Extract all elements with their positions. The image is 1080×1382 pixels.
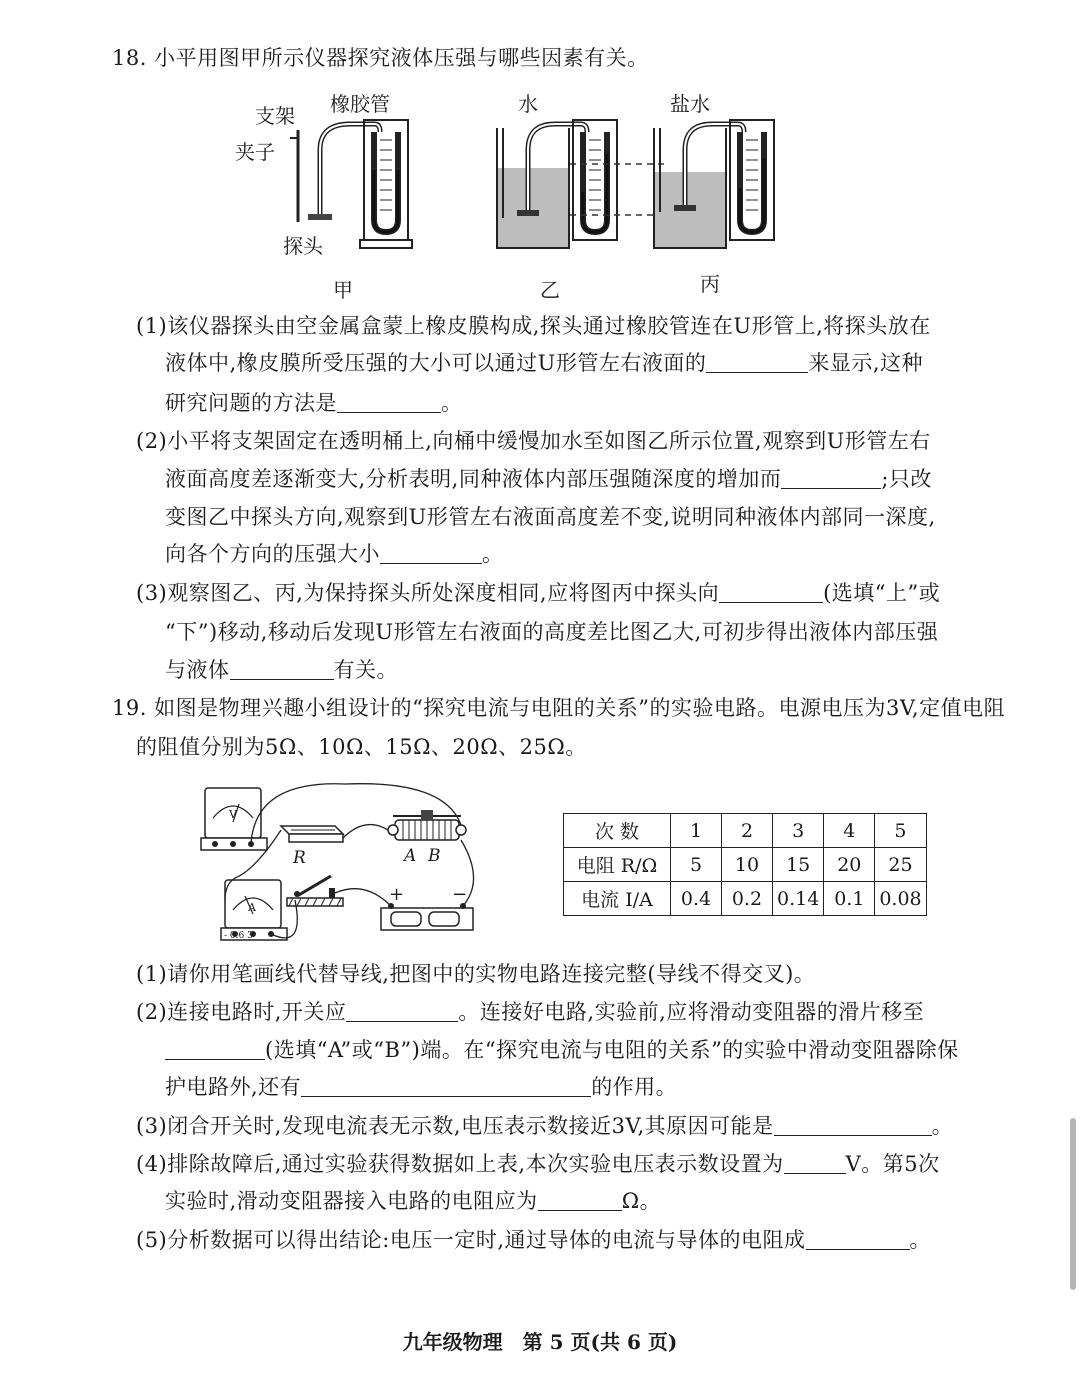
table-cell: 0.4 xyxy=(671,882,722,916)
table-header-cell: 1 xyxy=(671,814,722,848)
q18-p1-line3 xyxy=(165,389,463,417)
table-cell: 电阻 R/Ω xyxy=(564,848,671,882)
q18-p3-text-c1: 与液体 xyxy=(165,658,230,682)
label-probe: 探头 xyxy=(283,234,323,258)
q18-p2-text-b2: ;只改 xyxy=(881,467,932,491)
answer-blank-9[interactable] xyxy=(301,1076,591,1097)
answer-blank-6[interactable] xyxy=(230,659,334,680)
q18-p3-line2 xyxy=(165,618,938,646)
table-cell: 0.2 xyxy=(722,882,773,916)
label-ammeter: A xyxy=(248,901,256,914)
table-cell: 5 xyxy=(671,848,722,882)
q18-p3-line3 xyxy=(165,656,398,684)
label-plus: + xyxy=(389,884,405,905)
q18-p3-text-c2: 有关。 xyxy=(333,658,398,682)
q18-p2-line2 xyxy=(165,465,932,493)
table-header-cell: 次 数 xyxy=(564,814,671,848)
table-cell: 0.08 xyxy=(875,882,926,916)
q18-p3-text-b: “下”)移动,移动后发现U形管左右液面的高度差比图乙大,可初步得出液体内部压强 xyxy=(165,620,939,644)
label-ammeter-terminals: - 0.6 3 xyxy=(224,931,253,941)
q19-p2-text-c2: 的作用。 xyxy=(591,1075,678,1099)
table-cell: 0.14 xyxy=(773,882,824,916)
label-stand: 支架 xyxy=(255,104,295,128)
q19-p2-line1 xyxy=(136,998,924,1026)
q18-p1-line2 xyxy=(165,349,923,377)
label-tube: 橡胶管 xyxy=(330,92,390,116)
page-footer: 九年级物理 第 5 页(共 6 页) xyxy=(402,1330,678,1354)
q18-p3-text-a2: (选填“上”或 xyxy=(823,581,941,605)
q18-p2-line3 xyxy=(165,503,936,531)
q18-p2-line4 xyxy=(165,540,504,568)
q19-p3-end: 。 xyxy=(931,1114,954,1138)
q19-p4-text-a1: (4)排除故障后,通过实验获得数据如上表,本次实验电压表示数设置为 xyxy=(136,1152,784,1176)
q19-p2-text-a1: (2)连接电路时,开关应 xyxy=(136,1000,347,1024)
q18-p2-text-c: 变图乙中探头方向,观察到U形管左右液面高度差不变,说明同种液体内部同一深度, xyxy=(165,505,936,529)
table-header-cell: 5 xyxy=(875,814,926,848)
circuit-diagram xyxy=(195,780,495,950)
data-table xyxy=(563,813,927,916)
answer-blank-3[interactable] xyxy=(781,468,881,489)
q18-p2-line1 xyxy=(136,427,931,455)
q19-p4-line2 xyxy=(165,1187,661,1215)
battery-icon xyxy=(381,903,473,930)
q19-p5-text: (5)分析数据可以得出结论:电压一定时,通过导体的电流与导体的电阻成 xyxy=(136,1228,806,1252)
q19-p5-line xyxy=(136,1226,931,1254)
q18-p1-text-c2: 。 xyxy=(441,391,463,415)
label-end-b: B xyxy=(428,846,441,866)
q19-p2-line2 xyxy=(165,1036,959,1064)
q19-p3-text: (3)闭合开关时,发现电流表无示数,电压表示数接近3V,其原因可能是 xyxy=(136,1114,774,1138)
q19-stem-b: 的阻值分别为5Ω、10Ω、15Ω、20Ω、25Ω。 xyxy=(136,735,587,759)
resistor-icon xyxy=(281,826,343,842)
q18-p1-text: (1)该仪器探头由空金属盒蒙上橡皮膜构成,探头通过橡胶管连在U形管上,将探头放在 xyxy=(136,314,931,338)
rheostat-icon xyxy=(388,810,466,840)
table-cell: 25 xyxy=(875,848,926,882)
table-cell: 15 xyxy=(773,848,824,882)
label-end-a: A xyxy=(404,846,417,866)
q19-p4-text-b2: Ω。 xyxy=(621,1189,662,1213)
answer-blank-11[interactable] xyxy=(784,1153,846,1174)
q18-p2-text-d2: 。 xyxy=(482,542,504,566)
q18-p2-text-d1: 向各个方向的压强大小 xyxy=(165,542,380,566)
q19-p1-line xyxy=(136,960,815,988)
label-voltmeter: V xyxy=(229,808,237,821)
q19-stem-line1 xyxy=(112,694,1005,722)
q19-stem-line2 xyxy=(136,733,587,761)
table-row xyxy=(564,848,927,882)
q19-p2-line3 xyxy=(165,1073,677,1101)
scrollbar[interactable] xyxy=(1070,1118,1076,1290)
q18-p2-text-a: (2)小平将支架固定在透明桶上,向桶中缓慢加水至如图乙所示位置,观察到U形管左右 xyxy=(136,429,931,453)
q19-p5-end: 。 xyxy=(909,1228,931,1252)
answer-blank-12[interactable] xyxy=(538,1190,622,1211)
q19-stem-a: 19. 如图是物理兴趣小组设计的“探究电流与电阻的关系”的实验电路。电源电压为3V,定值电阻 xyxy=(112,696,1006,720)
q18-stem: 18. 小平用图甲所示仪器探究液体压强与哪些因素有关。 xyxy=(112,46,649,70)
label-clip: 夹子 xyxy=(235,140,275,164)
answer-blank-2[interactable] xyxy=(337,392,441,413)
answer-blank-5[interactable] xyxy=(719,582,823,603)
table-cell: 10 xyxy=(722,848,773,882)
table-header-row xyxy=(564,814,927,848)
label-minus: − xyxy=(452,884,468,905)
table-cell: 电流 I/A xyxy=(564,882,671,916)
answer-blank-1[interactable] xyxy=(706,352,808,373)
q19-p4-text-b1: 实验时,滑动变阻器接入电路的电阻应为 xyxy=(165,1189,538,1213)
answer-blank-13[interactable] xyxy=(806,1229,910,1250)
figure-bing xyxy=(652,110,797,260)
label-resistor: R xyxy=(293,848,306,868)
label-bing: 丙 xyxy=(700,272,720,296)
q19-p1-text: (1)请你用笔画线代替导线,把图中的实物电路连接完整(导线不得交叉)。 xyxy=(136,962,816,986)
label-salt-water: 盐水 xyxy=(670,92,710,116)
table-header-cell: 2 xyxy=(722,814,773,848)
table-cell: 20 xyxy=(824,848,875,882)
answer-blank-4[interactable] xyxy=(380,543,482,564)
q19-p2-text-a2: 。连接好电路,实验前,应将滑动变阻器的滑片移至 xyxy=(458,1000,925,1024)
q19-p4-text-a2: V。第5次 xyxy=(845,1152,940,1176)
q19-p4-line1 xyxy=(136,1150,940,1178)
label-yi: 乙 xyxy=(540,278,560,302)
label-water: 水 xyxy=(518,92,538,116)
table-row xyxy=(564,882,927,916)
q18-p1-line1 xyxy=(136,312,931,340)
q19-p3-line xyxy=(136,1112,953,1140)
q18-p3-line1 xyxy=(136,579,940,607)
q18-p1-text-b2: 来显示,这种 xyxy=(808,351,924,375)
answer-blank-7[interactable] xyxy=(346,1001,458,1022)
q19-p2-text-c1: 护电路外,还有 xyxy=(165,1075,302,1099)
answer-blank-8[interactable] xyxy=(165,1039,265,1060)
answer-blank-10[interactable] xyxy=(774,1115,932,1136)
q18-p2-text-b1: 液面高度差逐渐变大,分析表明,同种液体内部压强随深度的增加而 xyxy=(165,467,782,491)
q19-p2-text-b: (选填“A”或“B”)端。在“探究电流与电阻的关系”的实验中滑动变阻器除保 xyxy=(265,1038,959,1062)
q18-p3-text-a1: (3)观察图乙、丙,为保持探头所处深度相同,应将图丙中探头向 xyxy=(136,581,720,605)
table-cell: 0.1 xyxy=(824,882,875,916)
q18-p1-text-c1: 研究问题的方法是 xyxy=(165,391,337,415)
table-header-cell: 3 xyxy=(773,814,824,848)
q18-p1-text-b1: 液体中,橡皮膜所受压强的大小可以通过U形管左右液面的 xyxy=(165,351,707,375)
table-header-cell: 4 xyxy=(824,814,875,848)
label-jia: 甲 xyxy=(333,278,353,302)
